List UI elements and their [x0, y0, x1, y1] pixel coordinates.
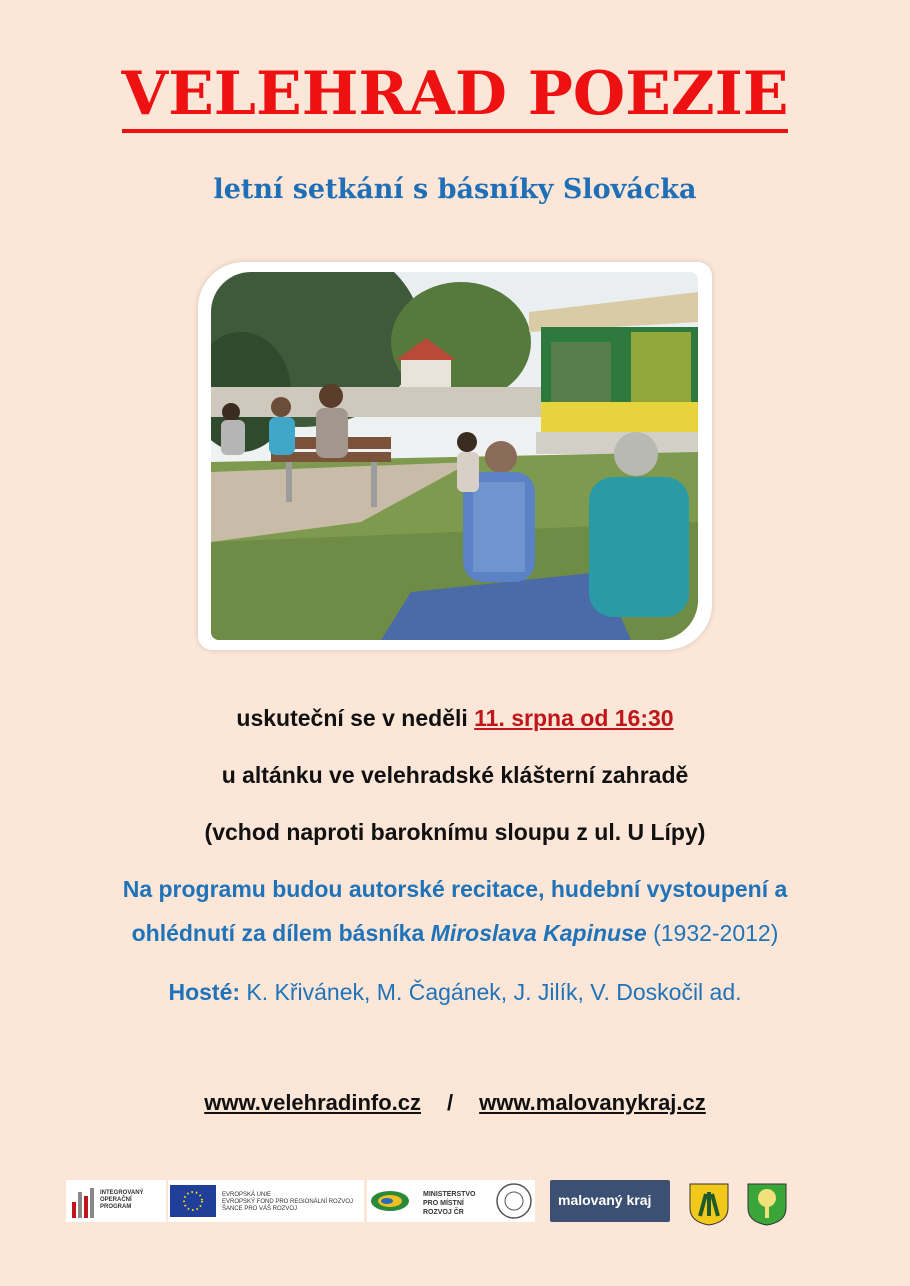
guests-names: K. Křivánek, M. Čagánek, J. Jilík, V. Doskočil ad.: [240, 979, 742, 1005]
link-velehradinfo[interactable]: www.velehradinfo.cz: [204, 1090, 422, 1115]
eu-text-2: EVROPSKÝ FOND PRO REGIONÁLNÍ ROZVOJ: [222, 1199, 354, 1205]
guests-line: [0, 979, 910, 1006]
mmr-text-2: PRO MÍSTNÍ: [423, 1200, 464, 1207]
event-place: u altánku ve velehradské klášterní zahradě: [221, 762, 689, 788]
iop-text-2: OPERAČNÍ: [100, 1197, 132, 1203]
event-time-prefix: uskuteční se v neděli: [236, 705, 475, 731]
mmr-logo: [367, 1180, 535, 1222]
malovany-kraj-text: malovaný kraj: [558, 1192, 652, 1208]
eu-text-3: ŠANCE PRO VÁŠ ROZVOJ: [222, 1206, 298, 1212]
program-line-1: Na programu budou autorské recitace, hudební vystoupení a: [122, 876, 788, 902]
link-separator: /: [447, 1090, 454, 1115]
eu-logo: [168, 1180, 364, 1222]
poet-years: (1932-2012): [646, 920, 779, 946]
event-photo: [198, 262, 712, 650]
velehrad-seal-icon: [495, 1182, 533, 1220]
iop-bars-icon: [70, 1182, 100, 1220]
link-malovanykraj[interactable]: www.malovanykraj.cz: [479, 1090, 706, 1115]
web-links: [0, 1090, 910, 1116]
eu-text-1: EVROPSKÁ UNIE: [222, 1192, 272, 1198]
event-date: 11. srpna od 16:30: [474, 705, 674, 731]
iop-logo: [66, 1180, 166, 1222]
poster-title: VELEHRAD POEZIE: [0, 58, 910, 130]
mmr-swirl-icon: [369, 1186, 411, 1216]
garden-poetry-reading-photo: [211, 272, 698, 640]
village-crest-green-icon: [746, 1182, 788, 1226]
village-crest-yellow-icon: [688, 1182, 730, 1226]
malovany-kraj-logo: [550, 1180, 670, 1222]
event-entrance: (vchod naproti baroknímu sloupu z ul. U Lípy): [204, 819, 706, 845]
mmr-text-1: MINISTERSTVO: [423, 1191, 476, 1198]
program-line-2-prefix: ohlédnutí za dílem básníka: [131, 920, 431, 946]
mmr-text-3: ROZVOJ ČR: [423, 1209, 464, 1216]
iop-text-3: PROGRAM: [100, 1204, 132, 1210]
iop-text-1: INTEGROVANÝ: [100, 1190, 144, 1196]
event-time: [0, 705, 910, 732]
guests-label: Hosté:: [168, 979, 241, 1005]
poster-subtitle: letní setkání s básníky Slovácka: [213, 174, 697, 205]
poet-name: Miroslava Kapinuse: [430, 920, 647, 946]
program-line-2: [0, 920, 910, 947]
eu-flag-icon: [170, 1185, 216, 1217]
